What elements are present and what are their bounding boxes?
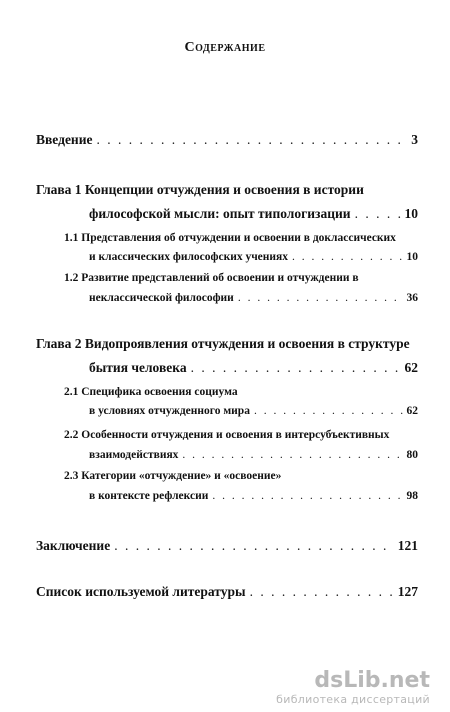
toc-entry-conclusion[interactable] <box>36 538 418 554</box>
page-title: Содержание <box>184 40 266 55</box>
toc-entry-label: в условиях отчужденного мира <box>89 405 250 417</box>
leader-dots <box>114 538 394 554</box>
toc-page-number: 36 <box>406 292 418 304</box>
toc-entry-label: философской мысли: опыт типологизации <box>89 206 351 221</box>
leader-dots <box>355 206 401 222</box>
section-2-3-title[interactable]: 2.3 Категории «отчуждение» и «освоение» <box>64 470 282 482</box>
watermark-subtitle: библиотека диссертаций <box>276 693 430 706</box>
leader-dots <box>96 132 407 148</box>
toc-entry-section-1-1[interactable] <box>89 251 418 263</box>
toc-entry-chapter-2[interactable] <box>89 360 418 376</box>
toc-page-number: 127 <box>397 584 418 599</box>
leader-dots <box>254 405 403 417</box>
section-1-2-title[interactable]: 1.2 Развитие представлений об освоении и отчуждении в <box>64 272 359 284</box>
section-1-1-title[interactable]: 1.1 Представления об отчуждении и освоении в доклассических <box>64 232 396 244</box>
leader-dots <box>212 490 402 502</box>
toc-page-number: 10 <box>404 206 418 221</box>
toc-entry-section-2-2[interactable] <box>89 449 418 461</box>
toc-entry-section-2-3[interactable] <box>89 490 418 502</box>
toc-entry-section-1-2[interactable] <box>89 292 418 304</box>
toc-entry-label: Список используемой литературы <box>36 584 246 599</box>
leader-dots <box>292 251 402 263</box>
toc-entry-label: взаимодействиях <box>89 449 179 461</box>
toc-page-number: 62 <box>406 405 418 417</box>
toc-entry-label: бытия человека <box>89 360 187 375</box>
toc-entry-chapter-1[interactable] <box>89 206 418 222</box>
section-2-2-title[interactable]: 2.2 Особенности отчуждения и освоения в интерсубъективных <box>64 429 390 441</box>
toc-entry-section-2-1[interactable] <box>89 405 418 417</box>
toc-page-number: 121 <box>397 538 418 553</box>
toc-entry-bibliography[interactable] <box>36 584 418 600</box>
chapter-1-title[interactable]: Глава 1 Концепции отчуждения и освоения в истории <box>36 182 364 197</box>
toc-entry-label: Заключение <box>36 538 111 553</box>
leader-dots <box>182 449 402 461</box>
leader-dots <box>250 584 394 600</box>
leader-dots <box>191 360 401 376</box>
toc-entry-label: в контексте рефлексии <box>89 490 209 502</box>
toc-page-number: 80 <box>406 449 418 461</box>
toc-entry-intro[interactable] <box>36 132 418 148</box>
chapter-2-title[interactable]: Глава 2 Видопроявления отчуждения и освоения в структуре <box>36 336 410 351</box>
toc-entry-label: Введение <box>36 132 93 147</box>
toc-page-number: 3 <box>411 132 418 147</box>
section-2-1-title[interactable]: 2.1 Специфика освоения социума <box>64 386 238 398</box>
toc-entry-label: неклассической философии <box>89 292 234 304</box>
toc-page-number: 98 <box>406 490 418 502</box>
toc-page-number: 62 <box>404 360 418 375</box>
toc-entry-label: и классических философских учениях <box>89 251 289 263</box>
toc-page-number: 10 <box>406 251 418 263</box>
watermark-logo: dsLib.net <box>314 668 430 693</box>
leader-dots <box>238 292 403 304</box>
watermark <box>276 670 430 706</box>
